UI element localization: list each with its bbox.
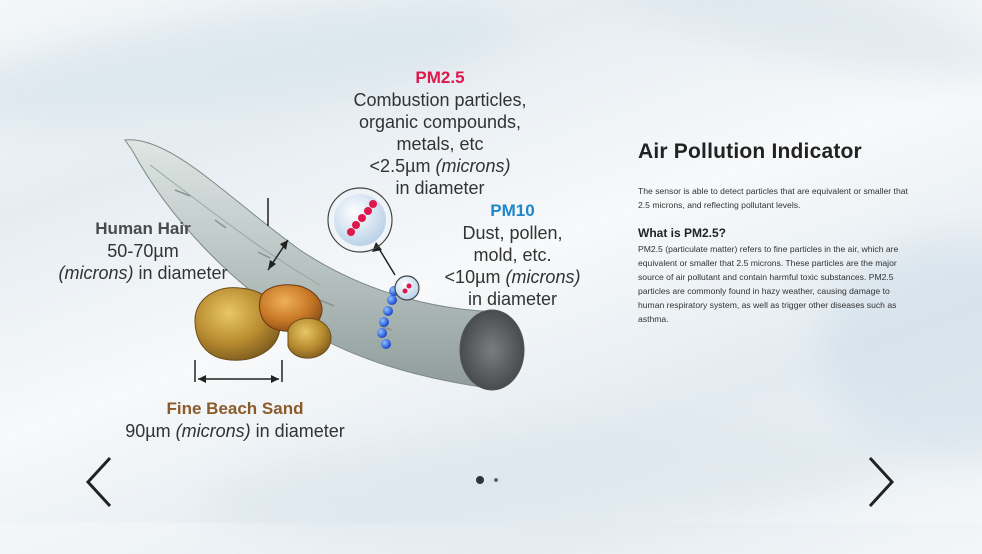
pm10-size: <10µm (microns) [444,267,581,287]
pm25-line: metals, etc [396,134,484,154]
section-heading: What is PM2.5? [638,226,727,240]
hair-cross-section [460,310,524,390]
carousel-dot-2[interactable] [494,478,498,482]
page-title: Air Pollution Indicator [638,140,862,163]
background-streak [596,0,982,103]
chevron-left-icon [80,455,120,511]
pm25-label [345,67,535,199]
sand-label [105,398,365,442]
pm10-size-suffix: in diameter [467,289,558,309]
carousel-pagination [476,476,498,484]
carousel-prev-button[interactable] [80,455,120,511]
intro-text: The sensor is able to detect particles that are equivalent or smaller that 2.5 microns, and reflecting pollutant levels. [638,186,908,210]
sand-title: Fine Beach Sand [166,399,304,418]
pm25-title: PM2.5 [415,68,465,87]
hair-line: 50-70µm [107,241,179,261]
pm10-line: mold, etc. [473,245,552,265]
info-panel [638,140,908,326]
pm25-size: <2.5µm (microns) [369,156,511,176]
pm25-line: Combustion particles, [353,90,527,110]
chevron-right-icon [862,455,902,511]
pm25-size-suffix: in diameter [395,178,485,198]
pm10-label [440,200,585,310]
sand-grain [288,318,331,358]
pm10-title: PM10 [490,201,535,220]
hair-title: Human Hair [95,219,191,238]
carousel-dot-1[interactable] [476,476,484,484]
hair-label [48,218,238,284]
sand-size: 90µm (microns) in diameter [125,421,345,441]
pm10-line: Dust, pollen, [462,223,563,243]
pm25-line: organic compounds, [358,112,522,132]
section-body: PM2.5 (particulate matter) refers to fine particles in the air, which are equivalent or smaller that 2.5 microns. These particles are the major source of air pollutant and contain harmful toxic substances. PM2.5 particles are commonly found in hazy weather, causing damage to human respiratory system, as well as trigger other diseases such as asthma. [638,244,899,324]
hair-size: (microns) in diameter [58,263,228,283]
carousel-next-button[interactable] [862,455,902,511]
